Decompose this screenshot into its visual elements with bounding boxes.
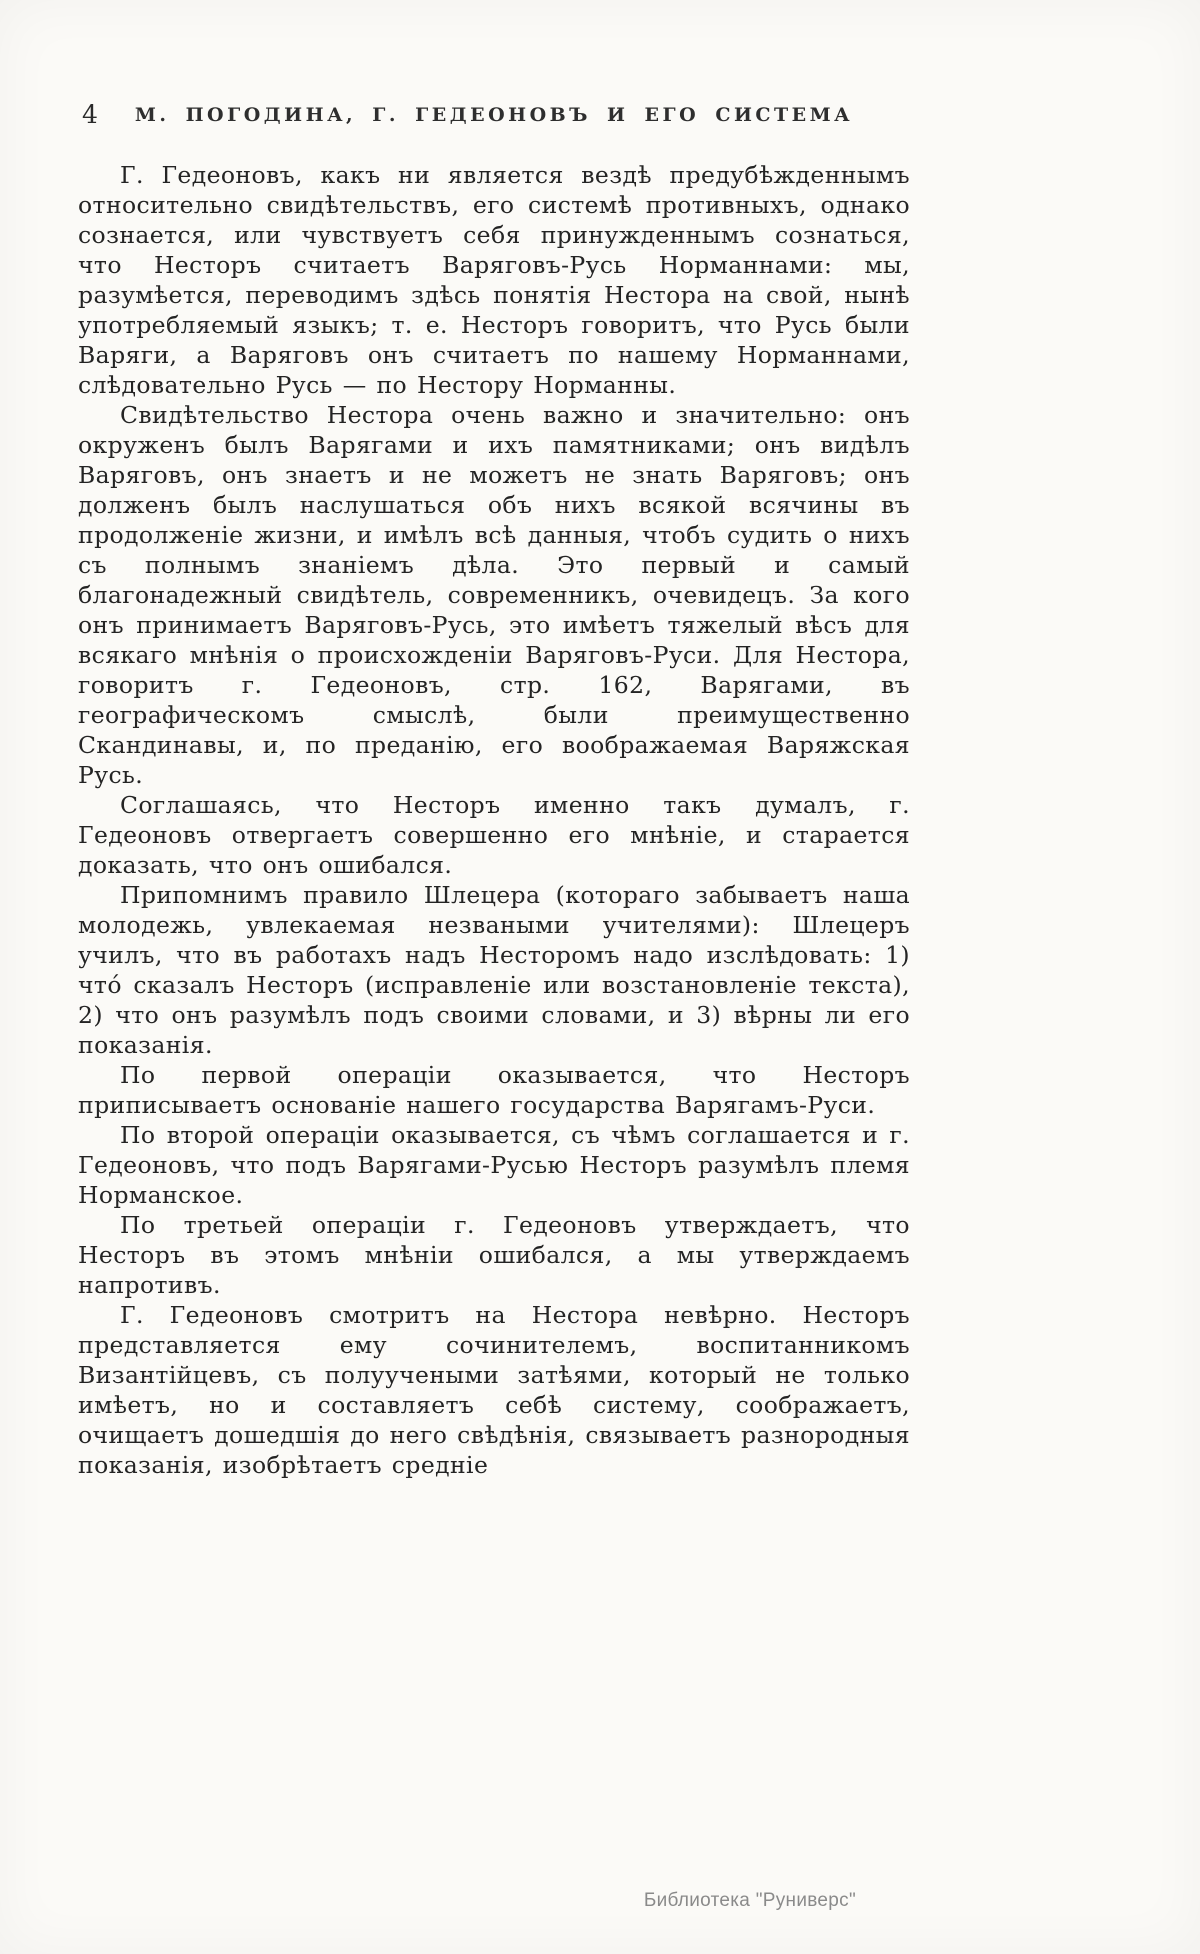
- page-number: 4: [82, 100, 98, 129]
- paragraph: Свидѣтельство Нестора очень важно и значительно: онъ окруженъ былъ Варягами и ихъ памятниками; онъ видѣлъ Варяговъ, онъ знаетъ и не можетъ не знать Варяговъ; онъ долженъ былъ наслушаться объ нихъ всякой всячины въ продолженіе жизни, и имѣлъ всѣ данныя, чтобъ судить о нихъ съ полнымъ знаніемъ дѣла. Это первый и самый благонадежный свидѣтель, современникъ, очевидецъ. За кого онъ принимаетъ Варяговъ-Русь, это имѣетъ тяжелый вѣсъ для всякаго мнѣнія о происхожденіи Варяговъ-Руси. Для Нестора, говоритъ г. Гедеоновъ, стр. 162, Варягами, въ географическомъ смыслѣ, были преимущественно Скандинавы, и, по преданію, его воображаемая Варяжская Русь.: [78, 401, 910, 789]
- running-title: М. ПОГОДИНА, Г. ГЕДЕОНОВЪ И ЕГО СИСТЕМА: [134, 104, 854, 126]
- paragraph: Соглашаясь, что Несторъ именно такъ думалъ, г. Гедеоновъ отвергаетъ совершенно его мнѣніе, и старается доказать, что онъ ошибался.: [78, 791, 910, 879]
- paragraph: По второй операціи оказывается, съ чѣмъ соглашается и г. Гедеоновъ, что подъ Варягами-Русью Несторъ разумѣлъ племя Норманское.: [78, 1121, 910, 1209]
- paragraph: Г. Гедеоновъ, какъ ни является вездѣ предубѣжденнымъ относительно свидѣтельствъ, его системѣ противныхъ, однако сознается, или чувствуетъ себя принужденнымъ сознаться, что Несторъ считаетъ Варяговъ-Русь Норманнами: мы, разумѣется, переводимъ здѣсь понятія Нестора на свой, нынѣ употребляемый языкъ; т. е. Несторъ говоритъ, что Русь были Варяги, а Варяговъ онъ считаетъ по нашему Норманнами, слѣдовательно Русь — по Нестору Норманны.: [78, 161, 910, 399]
- paragraph: Припомнимъ правило Шлецера (котораго забываетъ наша молодежь, увлекаемая незваными учителями): Шлецеръ училъ, что въ работахъ надъ Несторомъ надо изслѣдовать: 1) чтó сказалъ Несторъ (исправленіе или возстановленіе текста), 2) что онъ разумѣлъ подъ своими словами, и 3) вѣрны ли его показанія.: [78, 881, 910, 1059]
- page-header: [78, 100, 910, 134]
- paragraph: По третьей операціи г. Гедеоновъ утверждаетъ, что Несторъ въ этомъ мнѣніи ошибался, а мы утверждаемъ напротивъ.: [78, 1211, 910, 1299]
- library-watermark: Библиотека "Руниверс": [643, 1890, 856, 1911]
- page-body: [78, 160, 910, 1480]
- paragraph: Г. Гедеоновъ смотритъ на Нестора невѣрно. Несторъ представляется ему сочинителемъ, воспитанникомъ Византійцевъ, съ полуучеными затѣями, который не только имѣетъ, но и составляетъ себѣ систему, соображаетъ, очищаетъ дошедшія до него свѣдѣнія, связываетъ разнородныя показанія, изобрѣтаетъ средніе: [78, 1301, 910, 1479]
- paragraph: По первой операціи оказывается, что Несторъ приписываетъ основаніе нашего государства Варягамъ-Руси.: [78, 1061, 910, 1119]
